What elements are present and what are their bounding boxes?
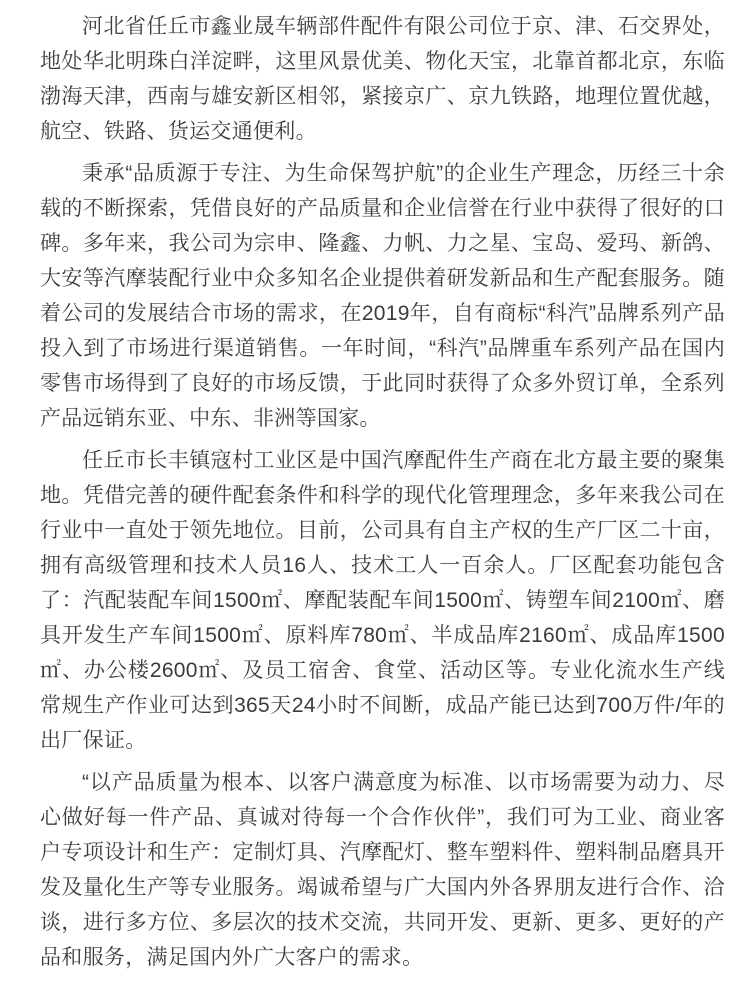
paragraph-factory-facilities: 任丘市长丰镇寇村工业区是中国汽摩配件生产商在北方最主要的聚集地。凭借完善的硬件配套条件和科学的现代化管理理念，多年来我公司在行业中一直处于领先地位。目前，公司具有自主产权的生产厂区二十亩，拥有高级管理和技术人员16人、技术工人一百余人。厂区配套功能包含了：汽配装配车间1500㎡、摩配装配车间1500㎡、铸塑车间2100㎡、磨具开发生产车间1500㎡、原料库780㎡、半成品库2160㎡、成品库1500㎡、办公楼2600㎡、及员工宿舍、食堂、活动区等。专业化流水生产线常规生产作业可达到365天24小时不间断，成品产能已达到700万件/年的出厂保证。 — [40, 449, 725, 752]
paragraph-company-location: 河北省任丘市鑫业晟车辆部件配件有限公司位于京、津、石交界处，地处华北明珠白洋淀畔，这里风景优美、物化天宝，北靠首都北京，东临渤海天津，西南与雄安新区相邻，紧接京广、京九铁路，地理位置优越，航空、铁路、货运交通便利。 — [40, 15, 725, 143]
paragraph-services-cooperation: “以产品质量为根本、以客户满意度为标准、以市场需要为动力、尽心做好每一件产品、真诚对待每一个合作伙伴”，我们可为工业、商业客户专项设计和生产：定制灯具、汽摩配灯、整车塑料件、塑料制品磨具开发及量化生产等专业服务。竭诚希望与广大国内外各界朋友进行合作、洽谈，进行多方位、多层次的技术交流，共同开发、更新、更多、更好的产品和服务，满足国内外广大客户的需求。 — [40, 771, 725, 969]
paragraph-company-philosophy-brand: 秉承“品质源于专注、为生命保驾护航”的企业生产理念，历经三十余载的不断探索，凭借良好的产品质量和企业信誉在行业中获得了很好的口碑。多年来，我公司为宗申、隆鑫、力帆、力之星、宝岛、爱玛、新鸽、大安等汽摩装配行业中众多知名企业提供着研发新品和生产配套服务。随着公司的发展结合市场的需求，在2019年，自有商标“科汽”品牌系列产品投入到了市场进行渠道销售。一年时间，“科汽”品牌重车系列产品在国内零售市场得到了良好的市场反馈，于此同时获得了众多外贸订单，全系列产品远销东亚、中东、非洲等国家。 — [40, 162, 725, 430]
